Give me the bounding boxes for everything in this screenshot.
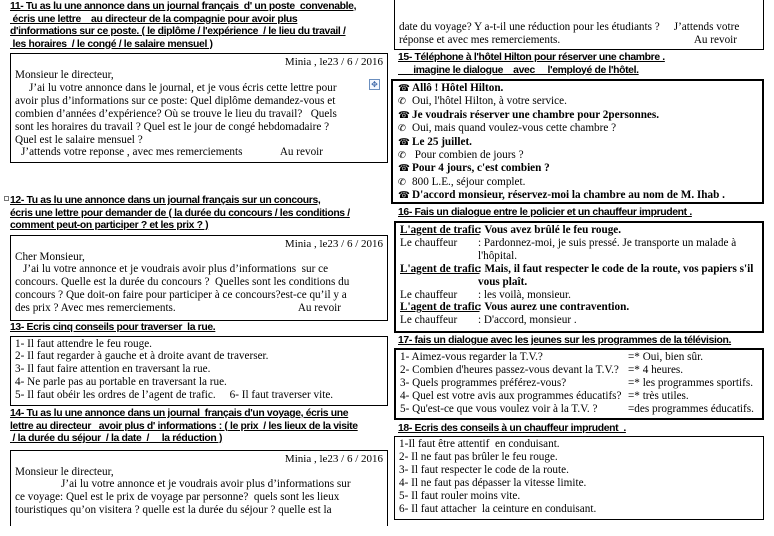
closing-goodbye: Au revoir [297,302,341,315]
speaker-label: L'agent de trafic [400,301,480,314]
dialogue-lines [400,224,758,327]
letter-closing [399,34,759,47]
letter-line: combien d’années d’expérience? Où se trouve le lieu du travail? Quels [15,107,337,120]
agent-line [400,263,758,289]
dialogue-lines [400,351,758,416]
qa-line [400,390,758,403]
speaker-label: Le chauffeur [400,288,475,301]
answer-text: =* très utiles. [628,389,689,402]
dialogue-text: : Pardonnez-moi, je suis pressé. Je transporte un malade à l'hôpital. [478,236,737,262]
section-15 [398,52,764,77]
answer-text: =* les programmes sportifs. [628,376,754,389]
speaker-label: L'agent de trafic [400,262,480,275]
question-text: 1- Aimez-vous regarder la T.V.? [400,351,543,363]
answer-text: =des programmes éducatifs. [628,402,754,415]
letter-line: J’ai lu votre annonce et je voudrais avoir plus d’informations sur [61,478,351,491]
section-14-letter [10,450,388,526]
list-item: 1- Il faut attendre le feu rouge. [15,337,152,350]
answer-text: =* 4 heures. [628,363,684,376]
list-item: 2- Il ne faut pas brûler le feu rouge. [399,450,558,463]
letter-line: ce voyage: Quel est le prix de voyage par personne? quels sont les lieux [15,491,340,504]
driver-line [400,289,758,302]
section-17-title: 17- fais un dialogue avec les jeunes sur les programmes de la télévision. [398,335,732,346]
section-15-dialogue [391,79,764,204]
letter-greeting: Monsieur le directeur, [15,465,114,478]
qa-line [400,377,758,390]
dialogue-line [398,149,757,162]
question-text: 5- Qu'est-ce que vous voulez voir à la T.V. ? [400,402,598,415]
driver-line [400,314,758,327]
answer-text: =* Oui, bien sûr. [628,351,703,363]
dialogue-text: Je voudrais réserver une chambre pour 2personnes. [412,108,660,121]
letter-line: J’ai lu votre annonce et je voudrais avoir plus d’informations sur ce [23,263,329,276]
closing-goodbye: Au revoir [279,146,323,159]
list-item: 3- Il faut faire attention en traversant la rue. [15,363,211,376]
move-handle-icon[interactable]: ✥ [369,79,380,90]
telephone-icon: ☎ [398,136,410,148]
dialogue-text: : D'accord, monsieur . [478,314,577,327]
dialogue-text: Oui, l'hôtel Hilton, à votre service. [412,95,567,108]
section-13-advice-list [10,336,388,406]
section-16-title: 16- Fais un dialogue entre le policier et un chauffeur imprudent . [398,207,692,218]
closing-text: des prix ? Avec mes remerciements. [15,302,176,315]
letter-line: concours. Quelle est la durée du concours ? Quelles sont les conditions du [15,276,350,289]
telephone-icon: ☎ [398,83,410,94]
dialogue-text: : Vous avez brûlé le feu rouge. [478,224,622,236]
dialogue-lines [398,82,757,203]
telephone-icon: ☎ [398,109,410,121]
letter-date: Minia , le23 / 6 / 2016 [284,452,383,465]
closing-goodbye: Au revoir [693,33,737,46]
section-16 [398,207,764,220]
dialogue-line [398,162,757,175]
section-18-title: 18- Ecris des conseils à un chauffeur imprudent . [398,423,626,434]
section-13-title: 13- Ecris cinq conseils pour traverser la rue. [10,322,216,333]
section-12-letter [10,235,388,321]
list-item: 4- Ne parle pas au portable en traversant la rue. [15,376,227,389]
handset-icon: ✆ [398,96,406,108]
section-14-title: 14- Tu as lu une annonce dans un journal français d'un voyage, écris une lettre au directeur avoir plus d' informations : ( le prix / les lieux de la visite / la durée du séjour / la date / la réduction ) [10,408,358,444]
section-14-continuation [394,0,764,50]
section-14 [10,408,388,526]
letter-closing [15,302,383,315]
qa-line [400,403,758,416]
letter-greeting: Cher Monsieur, [15,250,85,263]
section-11-title: 11- Tu as lu une annonce dans un journal français d' un poste convenable, écris une lettre au directeur de la compagnie pour avoir plus d'informations sur ce poste. ( le diplôme / l'expérience / le lieu du travail / les horaires / le congé / le salaire mensuel ) [10,1,357,50]
letter-line: avoir plus d’informations sur ce poste: Quel diplôme demandez-vous et [15,94,336,107]
closing-text: réponse et avec mes remerciements. [399,33,561,46]
letter-line: J’ai lu votre annonce dans le journal, et je vous écris cette lettre pour [29,81,337,94]
letter-line: touristiques qu’on visitera ? quelle est la durée du séjour ? quelle est la [15,504,332,517]
dialogue-text: Le 25 juillet. [412,135,472,148]
letter-closing [15,146,383,159]
telephone-icon: ☎ [398,163,410,175]
dialogue-line [398,82,757,95]
closing-text: J’attends votre reponse , avec mes remerciements [21,146,243,159]
speaker-label: L'agent de trafic [400,224,480,236]
dialogue-text: 800 L.E., séjour complet. [412,175,526,188]
list-item: 6- Il faut attacher la ceinture en conduisant. [399,502,597,515]
dialogue-text: : Vous aurez une contravention. [478,301,630,314]
agent-line [400,301,758,314]
letter-line: concours ? Que doit-on faire pour participer à ce concours?est-ce qu’il y a [15,289,347,302]
dialogue-text: Oui, mais quand voulez-vous cette chambre ? [412,122,617,135]
dialogue-text: Pour combien de jours ? [412,149,524,162]
section-12-title: 12- Tu as lu une annonce dans un journal français sur un concours, écris une lettre pour demander de ( la durée du concours / les conditions / comment peut-on participer ? et les prix ? ) [10,195,350,231]
dialogue-text: Pour 4 jours, c'est combien ? [412,162,550,175]
qa-line [400,351,758,364]
section-16-dialogue [394,221,764,333]
dialogue-line [398,176,757,189]
letter-greeting: Monsieur le directeur, [15,69,114,81]
question-text: 3- Quels programmes préférez-vous? [400,376,567,389]
dialogue-line [398,122,757,135]
dialogue-text: Allô ! Hôtel Hilton. [412,82,504,94]
section-18 [398,423,764,436]
section-17-dialogue [394,348,764,420]
list-item: 3- Il faut respecter le code de la route. [399,463,569,476]
letter-line: date du voyage? Y a-t-il une réduction pour les étudiants ? J’attends votre [399,21,740,33]
list-item: 5- Il faut rouler moins vite. [399,489,521,502]
telephone-icon: ☎ [398,190,410,202]
handset-icon: ✆ [398,176,406,188]
text-marker [4,196,9,201]
speaker-label: Le chauffeur [400,236,475,249]
handset-icon: ✆ [398,150,406,162]
letter-line: Quel est le salaire mensuel ? [15,133,143,146]
list-item: 5- Il faut obéir les ordres de l’agent de trafic. 6- Il faut traverser vite. [15,389,334,402]
section-13 [10,322,388,406]
list-item: 1-Il faut être attentif en conduisant. [399,438,560,450]
qa-line [400,364,758,377]
section-12 [10,195,388,321]
list-item: 4- Il ne faut pas dépasser la vitesse limite. [399,476,587,489]
letter-line: sont les horaires du travail ? Quel est le jour de congé hebdomadaire ? [15,120,330,133]
section-11-letter [10,53,388,163]
section-15-title: 15- Téléphone à l'hôtel Hilton pour réserver une chambre . imagine le dialogue avec l'employé de l'hôtel. [398,52,665,76]
letter-date: Minia , le23 / 6 / 2016 [284,237,383,250]
agent-line [400,224,758,237]
question-text: 2- Combien d'heures passez-vous devant la T.V.? [400,363,619,376]
section-11 [10,1,388,163]
section-17 [398,335,764,348]
letter-date: Minia , le23 / 6 / 2016 [284,56,383,68]
dialogue-line [398,136,757,149]
driver-line [400,237,758,263]
handset-icon: ✆ [398,123,406,135]
dialogue-text: : Mais, il faut respecter le code de la route, vos papiers s'il vous plaît. [478,262,754,288]
dialogue-text: : les voilà, monsieur. [478,288,571,301]
list-item: 2- Il faut regarder à gauche et à droite avant de traverser. [15,350,269,363]
section-18-advice-list [394,436,764,520]
dialogue-line [398,95,757,108]
dialogue-text: D'accord monsieur, réservez-moi la chambre au nom de M. Ihab . [412,189,725,202]
question-text: 4- Quel est votre avis aux programmes éducatifs? [400,389,622,402]
dialogue-line [398,189,757,202]
speaker-label: Le chauffeur [400,314,475,327]
dialogue-line [398,109,757,122]
